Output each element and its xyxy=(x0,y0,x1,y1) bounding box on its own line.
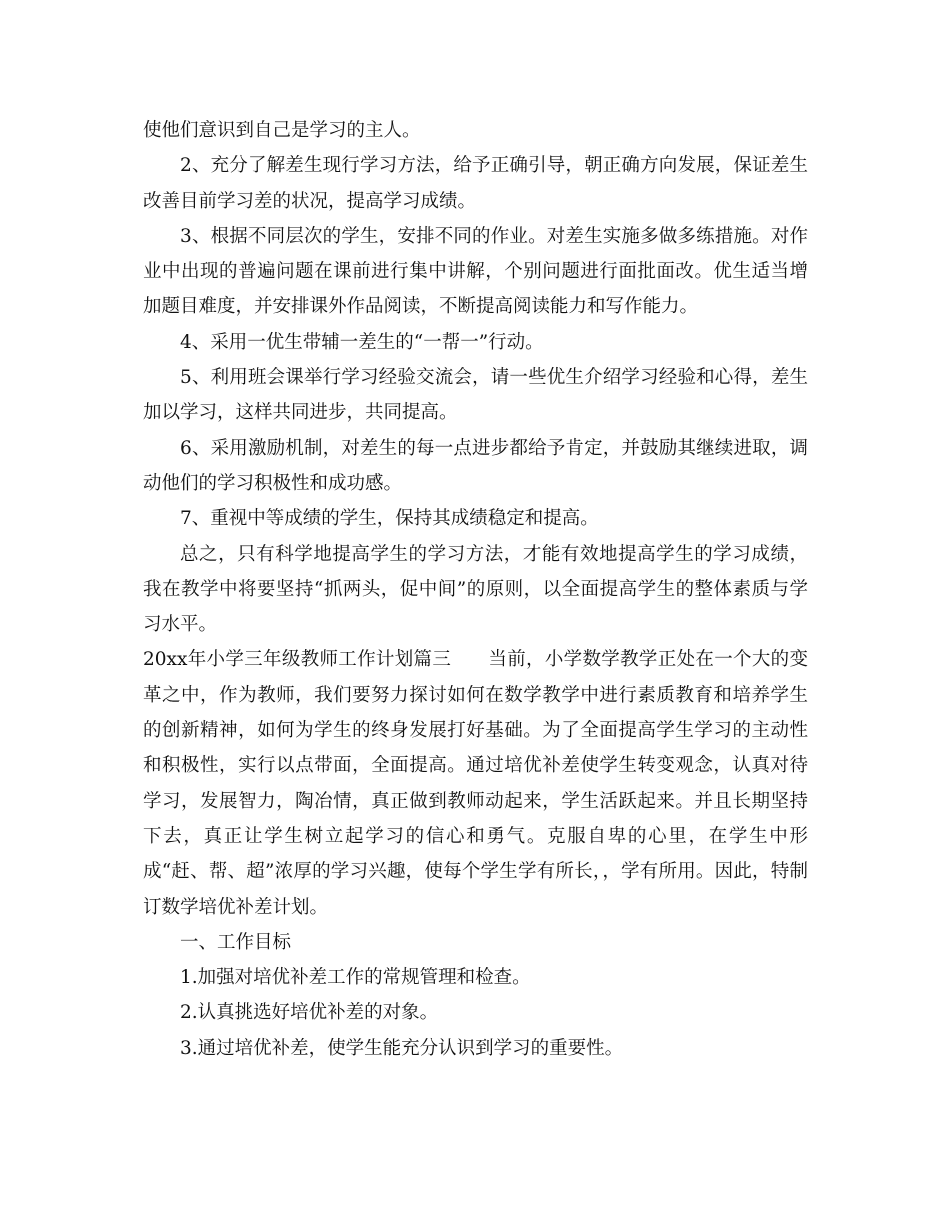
paragraph-item-5: 5、利用班会课举行学习经验交流会，请一些优生介绍学习经验和心得，差生加以学习，这样共同进步，共同提高。 xyxy=(143,367,808,424)
paragraph-item-2: 2、充分了解差生现行学习方法，给予正确引导，朝正确方向发展，保证差生改善目前学习差的状况，提高学习成绩。 xyxy=(143,155,808,212)
paragraph-continuation: 使他们意识到自己是学习的主人。 xyxy=(143,120,421,141)
paragraph-item-6: 6、采用激励机制，对差生的每一点进步都给予肯定，并鼓励其继续进取，调动他们的学习积极性和成功感。 xyxy=(143,437,808,494)
paragraph-item-7: 7、重视中等成绩的学生，保持其成绩稳定和提高。 xyxy=(180,508,599,530)
paragraph-item-4: 4、采用一优生带辅一差生的“一帮一”行动。 xyxy=(180,331,544,353)
goal-item-3: 3.通过培优补差，使学生能充分认识到学习的重要性。 xyxy=(180,1037,624,1059)
section-intro-paragraph xyxy=(143,642,808,924)
paragraph-conclusion: 总之，只有科学地提高学生的学习方法，才能有效地提高学生的学习成绩，我在教学中将要坚持“抓两头，促中间”的原则，以全面提高学生的整体素质与学习水平。 xyxy=(143,543,808,636)
section-heading: 20xx年小学三年级教师工作计划篇三 xyxy=(143,649,452,671)
goal-item-1: 1.加强对培优补差工作的常规管理和检查。 xyxy=(180,967,531,989)
section-intro-text: 当前，小学数学教学正处在一个大的变革之中，作为教师，我们要努力探讨如何在数学教学中进行素质教育和培养学生的创新精神，如何为学生的终身发展打好基础。为了全面提高学生学习的主动性和积极性，实行以点带面，全面提高。通过培优补差使学生转变观念，认真对待学习，发展智力，陶冶情，真正做到教师动起来，学生活跃起来。并且长期坚持下去，真正让学生树立起学习的信心和勇气。克服自卑的心里，在学生中形成“赶、帮、超”浓厚的学习兴趣，使每个学生学有所长，，学有所用。因此，特制订数学培优补差计划。 xyxy=(143,649,808,918)
document-body xyxy=(143,113,808,1066)
heading-gap xyxy=(451,649,488,670)
goal-item-2: 2.认真挑选好培优补差的对象。 xyxy=(180,1002,439,1024)
goals-heading: 一、工作目标 xyxy=(180,931,292,953)
paragraph-item-3: 3、根据不同层次的学生，安排不同的作业。对差生实施多做多练措施。对作业中出现的普遍问题在课前进行集中讲解，个别问题进行面批面改。优生适当增加题目难度，并安排课外作品阅读，不断提高阅读能力和写作能力。 xyxy=(143,225,808,318)
